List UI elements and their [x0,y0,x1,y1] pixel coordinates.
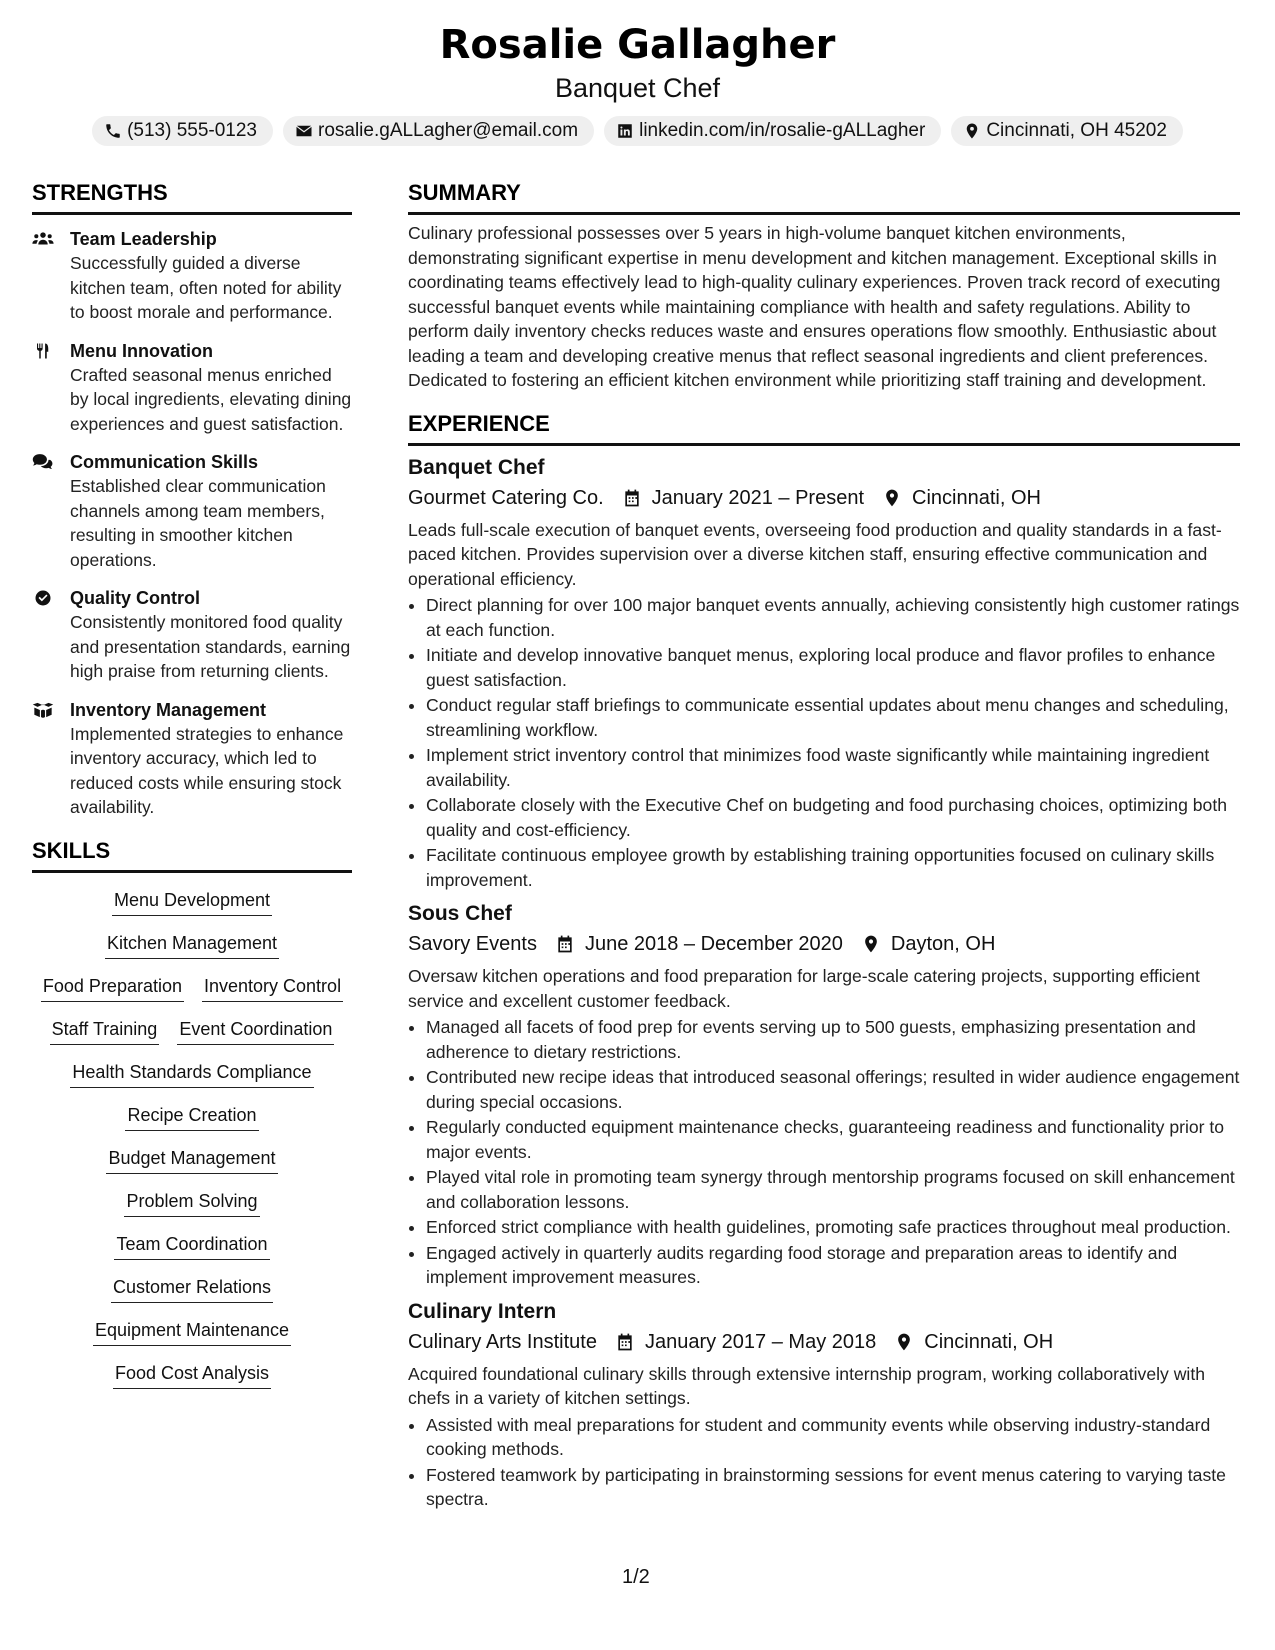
job-location: Cincinnati, OH [912,486,1041,509]
skill-tag: Staff Training [50,1016,160,1045]
skill-tag: Budget Management [106,1145,277,1174]
candidate-role: Banquet Chef [554,73,721,103]
job-description: Leads full-scale execution of banquet events, overseeing food production and quality standards in a fast-paced kitchen. Provides supervision over a diverse kitchen staff, ensuring effective communication and operational efficiency. [408,519,1222,589]
job-bullet: • Managed all facets of food prep for events serving up to 500 guests, emphasizing presentation and adherence to dietary restrictions. [426,1015,1240,1064]
skill-tag: Kitchen Management [105,930,279,959]
strengths-list [32,227,352,820]
linkedin-icon [616,122,634,140]
job-dates: June 2018 – December 2020 [584,933,843,955]
skill-tag: Food Preparation [41,973,184,1002]
page-number: 1/2 [622,1566,650,1588]
map-marker-icon [861,934,881,954]
summary-heading: SUMMARY [408,180,521,205]
job-company: Culinary Arts Institute [408,1330,597,1353]
location-text: Cincinnati, OH 45202 [986,120,1167,141]
skill-tag: Event Coordination [177,1016,334,1045]
phone-chip[interactable] [92,116,273,146]
calendar-icon [615,1332,635,1352]
skill-tag: Inventory Control [202,973,343,1002]
boxes-icon [32,701,54,719]
job-dates: January 2017 – May 2018 [644,1330,877,1353]
skill-tag: Team Coordination [114,1231,269,1260]
strengths-heading: STRENGTHS [32,180,168,205]
right-column [408,178,1240,1513]
job-dates: January 2021 – Present [651,486,865,509]
strengths-divider [32,212,352,215]
job-bullets [408,1413,1240,1512]
strength-title: Inventory Management [70,699,267,720]
job-bullet: • Initiate and develop innovative banquet menus, exploring local produce and flavor profiles to enhance guest satisfaction. [426,643,1240,692]
skill-tag: Food Cost Analysis [113,1360,271,1389]
candidate-name: Rosalie Gallagher [439,22,836,68]
job-bullet: • Regularly conducted equipment maintenance checks, guaranteeing readiness and functionality prior to major events. [426,1115,1240,1164]
calendar-icon [622,488,642,508]
contact-bar [0,116,1275,146]
skill-tag: Recipe Creation [125,1102,258,1131]
strength-item [32,227,352,325]
phone-icon [104,122,122,140]
job-entry [408,900,1240,1290]
job-bullet: • Conduct regular staff briefings to communicate essential updates about menu changes and scheduling, streamlining workflow. [426,693,1240,742]
strength-desc: Successfully guided a diverse kitchen team, often noted for ability to boost morale and performance. [70,253,342,322]
strength-title: Team Leadership [70,229,217,249]
comments-icon [32,453,54,471]
left-column [32,178,352,1403]
strength-desc: Consistently monitored food quality and presentation standards, earning high praise from returning clients. [70,612,351,681]
strength-item [32,698,352,820]
job-bullets [408,1015,1240,1290]
experience-divider [408,443,1240,446]
skill-tag: Menu Development [112,887,272,916]
linkedin-chip[interactable] [604,116,941,146]
job-company: Savory Events [408,933,537,955]
job-meta [408,484,1240,512]
strength-title: Communication Skills [70,452,259,472]
job-meta [408,930,1240,958]
job-entry [408,1298,1240,1512]
strength-item [32,339,352,437]
envelope-icon [295,122,313,140]
map-marker-icon [882,488,902,508]
job-bullet: • Fostered teamwork by participating in brainstorming sessions for event menus catering to varying taste spectra. [426,1463,1240,1512]
experience-heading: EXPERIENCE [408,410,550,436]
strength-item [32,586,352,684]
job-bullet: • Collaborate closely with the Executive Chef on budgeting and food purchasing choices, optimizing both quality and cost-efficiency. [426,793,1240,842]
job-bullet: • Engaged actively in quarterly audits regarding food storage and preparation areas to identify and implement improvement measures. [426,1241,1240,1290]
map-marker-icon [963,122,981,140]
skill-tag: Health Standards Compliance [70,1059,313,1088]
job-description: Acquired foundational culinary skills through extensive internship program, working collaboratively with chefs in a variety of kitchen settings. [408,1363,1206,1408]
strength-title: Quality Control [70,588,200,608]
check-circle-icon [32,589,54,607]
skills-divider [32,870,352,873]
email-text: rosalie.gALLagher@email.com [318,120,579,141]
strength-desc: Established clear communication channels among team members, resulting in smoother kitchen operations. [70,476,326,570]
users-icon [32,230,54,248]
job-title: Sous Chef [408,902,512,925]
summary-divider [408,212,1240,215]
job-entry [408,454,1240,893]
job-company: Gourmet Catering Co. [408,486,604,509]
job-title: Culinary Intern [408,1299,557,1323]
job-description: Oversaw kitchen operations and food preparation for large-scale catering projects, supporting efficient service and excellent customer feedback. [408,966,1200,1011]
email-chip[interactable] [283,116,594,146]
job-bullet: • Facilitate continuous employee growth by establishing training opportunities focused on culinary skills improvement. [426,843,1240,892]
job-bullet: • Played vital role in promoting team synergy through mentorship programs focused on skill enhancement and collaboration lessons. [426,1165,1240,1214]
strength-desc: Implemented strategies to enhance inventory accuracy, which led to reduced costs while ensuring stock availability. [70,723,344,817]
skills-list [32,887,352,1403]
calendar-icon [555,934,575,954]
location-chip [951,116,1183,146]
job-title: Banquet Chef [408,455,545,479]
phone-text: (513) 555-0123 [127,120,257,141]
skill-tag: Problem Solving [124,1188,259,1217]
summary-text: Culinary professional possesses over 5 years in high-volume banquet kitchen environments, demonstrating significant expertise in menu development and kitchen management. Exceptional skills in coordinating teams effectively lead to high-quality culinary experiences. Proven track record of executing successful banquet events while maintaining compliance with health and safety regulations. Ability to perform daily inventory checks reduces waste and ensures operations flow smoothly. Enthusiastic about leading a team and developing creative menus that reflect seasonal ingredients and client preferences. Dedicated to fostering an efficient kitchen environment while prioritizing staff training and development. [408,223,1221,390]
skill-tag: Equipment Maintenance [93,1317,291,1346]
job-bullet: • Contributed new recipe ideas that introduced seasonal offerings; resulted in wider audience engagement during special occasions. [426,1065,1240,1114]
linkedin-text: linkedin.com/in/rosalie-gALLagher [639,120,926,141]
strength-title: Menu Innovation [70,340,213,361]
job-meta [408,1328,1240,1356]
skills-heading: SKILLS [32,837,111,863]
job-bullet: • Assisted with meal preparations for student and community events while observing industry-standard cooking methods. [426,1413,1240,1462]
utensils-icon [32,342,54,360]
job-bullet: • Direct planning for over 100 major banquet events annually, achieving consistently high customer ratings at each function. [426,593,1240,642]
strength-desc: Crafted seasonal menus enriched by local ingredients, elevating dining experiences and guest satisfaction. [70,364,352,434]
job-location: Dayton, OH [890,933,996,955]
job-bullet: • Implement strict inventory control that minimizes food waste significantly while maintaining ingredient availability. [426,743,1240,792]
job-location: Cincinnati, OH [924,1330,1054,1353]
job-bullets [408,593,1240,892]
job-bullet: • Enforced strict compliance with health guidelines, promoting safe practices throughout meal production. [426,1215,1240,1240]
skill-tag: Customer Relations [111,1274,273,1303]
map-marker-icon [894,1332,914,1352]
strength-item [32,450,352,572]
resume-header [0,20,1275,146]
